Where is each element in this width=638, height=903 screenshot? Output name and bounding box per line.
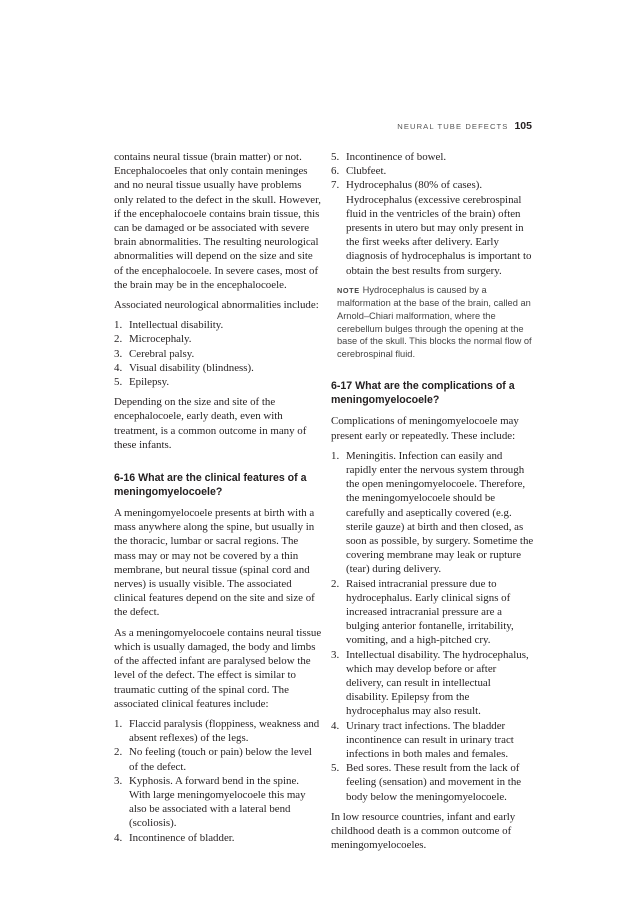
clinical-features-list-continued <box>331 150 535 278</box>
list-item: 1. Intellectual disability. <box>114 319 224 332</box>
meningomyelocoele-paragraph-2: As a meningomyelocoele contains neural tissue which is usually damaged, the body and limbs of the affected infant are paralysed below the level of the defect. The effect is similar to traumatic cutting of the spinal cord. The associated clinical features include: <box>114 626 322 710</box>
list-item: 2. Microcephaly. <box>114 333 192 346</box>
list-item: 1. Meningitis. Infection can easily and rapidly enter the nervous system through the open meningomyelocoele. Therefore, the meningomyelocoele should be carefully and aseptically covered (e.g. sterile gauze) at birth and then closed, as soon as possible, by surgery. Sometime the covering membrane may leak or rupture (tear) during delivery. <box>331 449 534 576</box>
list-item: 4. Visual disability (blindness). <box>114 361 254 374</box>
page-header <box>397 116 532 134</box>
outcome-paragraph: Depending on the size and site of the encephalocoele, early death, even with treatment, is a common outcome in many of these infants. <box>114 396 307 451</box>
list-item: 6. Clubfeet. <box>331 165 387 178</box>
encephalocoele-paragraph: contains neural tissue (brain matter) or not. Encephalocoeles that only contain meninges and no neural tissue usually have problems only related to the defect in the skull. However, if the encephalocoele contains brain tissue, this can be damaged or be associated with severe brain abnormalities. The resulting neurological abnormalities will depend on the size and site of the encephalocoele. In severe cases, most of the brain may be in the encephalocoele. <box>114 151 322 291</box>
list-item: 3. Kyphosis. A forward bend in the spine. With large meningomyelocoele this may also be associated with a lateral bend (scoliosis). <box>114 774 306 830</box>
section-heading-6-17: 6-17 What are the complications of a meningomyelocoele? <box>331 380 515 407</box>
note-text: Hydrocephalus is caused by a malformation at the base of the brain, called an Arnold–Chiari malformation, where the cerebellum bulges through the opening at the base of the skull. This blocks the normal flow of cerebrospinal fluid. <box>337 284 532 359</box>
list-item: 2. No feeling (touch or pain) below the level of the defect. <box>114 746 312 773</box>
section-heading-6-16: 6-16 What are the clinical features of a meningomyelocoele? <box>114 472 307 499</box>
list-item: 5. Bed sores. These result from the lack of feeling (sensation) and movement in the body below the meningomyelocoele. <box>331 762 522 803</box>
closing-paragraph: In low resource countries, infant and early childhood death is a common outcome of meningomyelocoeles. <box>331 810 516 852</box>
list-item: 5. Epilepsy. <box>114 376 170 389</box>
clinical-features-list <box>114 717 322 845</box>
list-item: 4. Incontinence of bladder. <box>114 831 235 844</box>
right-column <box>331 150 535 858</box>
complications-intro: Complications of meningomyelocoele may present early or repeatedly. These include: <box>331 415 519 442</box>
list-item: 1. Flaccid paralysis (floppiness, weakness and absent reflexes) of the legs. <box>114 717 320 745</box>
left-column <box>114 150 322 851</box>
list-item: 7. Hydrocephalus (80% of cases). Hydrocephalus (excessive cerebrospinal fluid in the ventricles of the brain) often presents in utero but may only present in the first weeks after delivery. Early diagnosis of hydrocephalus is important to obtain the best results from surgery. <box>331 179 532 277</box>
list-item: 5. Incontinence of bowel. <box>331 151 447 163</box>
list-item: 2. Raised intracranial pressure due to hydrocephalus. Early clinical signs of increased intracranial pressure are a bulging anterior fontanelle, irritability, vomiting, and a high-pitched cry. <box>331 577 514 647</box>
complications-list <box>331 449 535 804</box>
associated-abnormalities-intro: Associated neurological abnormalities include: <box>114 299 319 312</box>
list-item: 3. Intellectual disability. The hydrocephalus, which may develop before or after delivery, can result in intellectual disability. Epilepsy from the hydrocephalus may also result. <box>331 648 529 718</box>
associated-abnormalities-list <box>114 318 322 389</box>
list-item: 4. Urinary tract infections. The bladder incontinence can result in urinary tract infections in both males and females. <box>331 719 514 761</box>
running-title: NEURAL TUBE DEFECTS <box>397 122 509 131</box>
page-number: 105 <box>514 120 532 132</box>
meningomyelocoele-paragraph-1: A meningomyelocoele presents at birth with a mass anywhere along the spine, but usually in the thoracic, lumbar or sacral regions. The mass may or may not be covered by a thin membrane, but neural tissue (spinal cord and nerves) is usually visible. The associated clinical features depend on the site and size of the defect. <box>114 507 315 619</box>
note-label: NOTE <box>337 285 360 295</box>
note-box <box>337 284 535 361</box>
list-item: 3. Cerebral palsy. <box>114 347 195 360</box>
